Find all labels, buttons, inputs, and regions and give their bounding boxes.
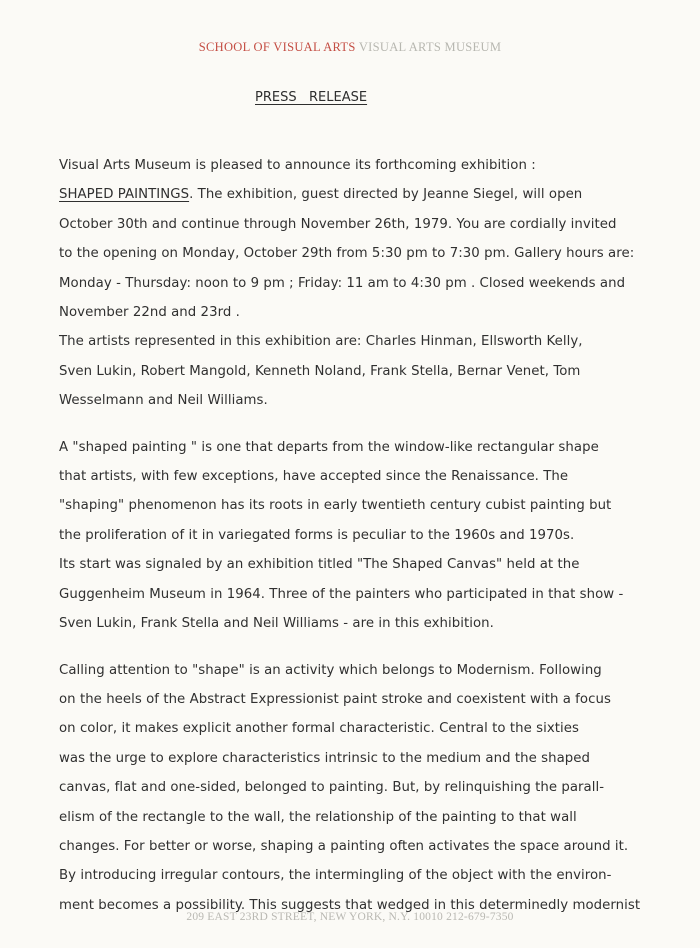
text-line: Visual Arts Museum is pleased to announce its forthcoming exhibition : bbox=[59, 158, 536, 173]
page-title: PRESS RELEASE bbox=[255, 90, 368, 105]
text-line bbox=[59, 180, 699, 209]
footer-address: 209 EAST 23RD STREET, NEW YORK, N.Y. 10010 212-679-7350 bbox=[186, 911, 514, 923]
text-line: Sven Lukin, Frank Stella and Neil Williams - are in this exhibition. bbox=[59, 616, 494, 632]
text-line: on color, it makes explicit another formal characteristic. Central to the sixties bbox=[59, 721, 579, 737]
text-line: By introducing irregular contours, the intermingling of the object with the environ- bbox=[59, 868, 612, 884]
text-line: November 22nd and 23rd . bbox=[59, 305, 240, 321]
text-line: that artists, with few exceptions, have accepted since the Renaissance. The bbox=[59, 469, 569, 485]
paragraph-modernism bbox=[59, 656, 699, 921]
exhibition-title: SHAPED PAINTINGS bbox=[59, 187, 190, 203]
text-line: changes. For better or worse, shaping a painting often activates the space around it. bbox=[59, 838, 629, 854]
letterhead-school-name: SCHOOL OF VISUAL ARTS bbox=[198, 40, 356, 54]
text-line: ment becomes a possibility. This suggests that wedged in this determinedly modernist bbox=[59, 897, 641, 913]
paragraph-shaped-painting bbox=[59, 433, 699, 639]
text-line: Sven Lukin, Robert Mangold, Kenneth Noland, Frank Stella, Bernar Venet, Tom bbox=[59, 363, 581, 379]
text-line: Wesselmann and Neil Williams. bbox=[59, 393, 268, 409]
text-line: Its start was signaled by an exhibition titled "The Shaped Canvas" held at the bbox=[59, 557, 580, 573]
document-body bbox=[59, 151, 699, 920]
text-line: A "shaped painting " is one that departs from the window-like rectangular shape bbox=[59, 439, 599, 455]
letterhead-museum-name: VISUAL ARTS MUSEUM bbox=[358, 40, 502, 54]
paragraph-announcement bbox=[59, 151, 699, 327]
paragraph-spacer bbox=[59, 639, 699, 656]
text-line: the proliferation of it in variegated forms is peculiar to the 1960s and 1970s. bbox=[59, 527, 575, 543]
text-line: was the urge to explore characteristics intrinsic to the medium and the shaped bbox=[59, 750, 590, 766]
text-line: on the heels of the Abstract Expressionist paint stroke and coexistent with a focus bbox=[59, 691, 611, 707]
letterhead bbox=[0, 40, 700, 55]
text-line: Guggenheim Museum in 1964. Three of the painters who participated in that show - bbox=[59, 586, 624, 602]
text-line: October 30th and continue through November 26th, 1979. You are cordially invited bbox=[59, 216, 617, 232]
paragraph-spacer bbox=[59, 416, 699, 433]
text-line: elism of the rectangle to the wall, the relationship of the painting to that wall bbox=[59, 809, 577, 825]
text-fragment: . The exhibition, guest directed by Jeanne Siegel, will open bbox=[189, 187, 583, 203]
text-line: to the opening on Monday, October 29th from 5:30 pm to 7:30 pm. Gallery hours are: bbox=[59, 246, 635, 262]
text-line: canvas, flat and one-sided, belonged to painting. But, by relinquishing the parall- bbox=[59, 780, 605, 796]
text-line: Calling attention to "shape" is an activity which belongs to Modernism. Following bbox=[59, 662, 602, 678]
text-line: "shaping" phenomenon has its roots in early twentieth century cubist painting but bbox=[59, 498, 612, 514]
paragraph-artists bbox=[59, 327, 699, 415]
text-line: Monday - Thursday: noon to 9 pm ; Friday: 11 am to 4:30 pm . Closed weekends and bbox=[59, 275, 626, 291]
text-line: The artists represented in this exhibition are: Charles Hinman, Ellsworth Kelly, bbox=[59, 334, 583, 350]
